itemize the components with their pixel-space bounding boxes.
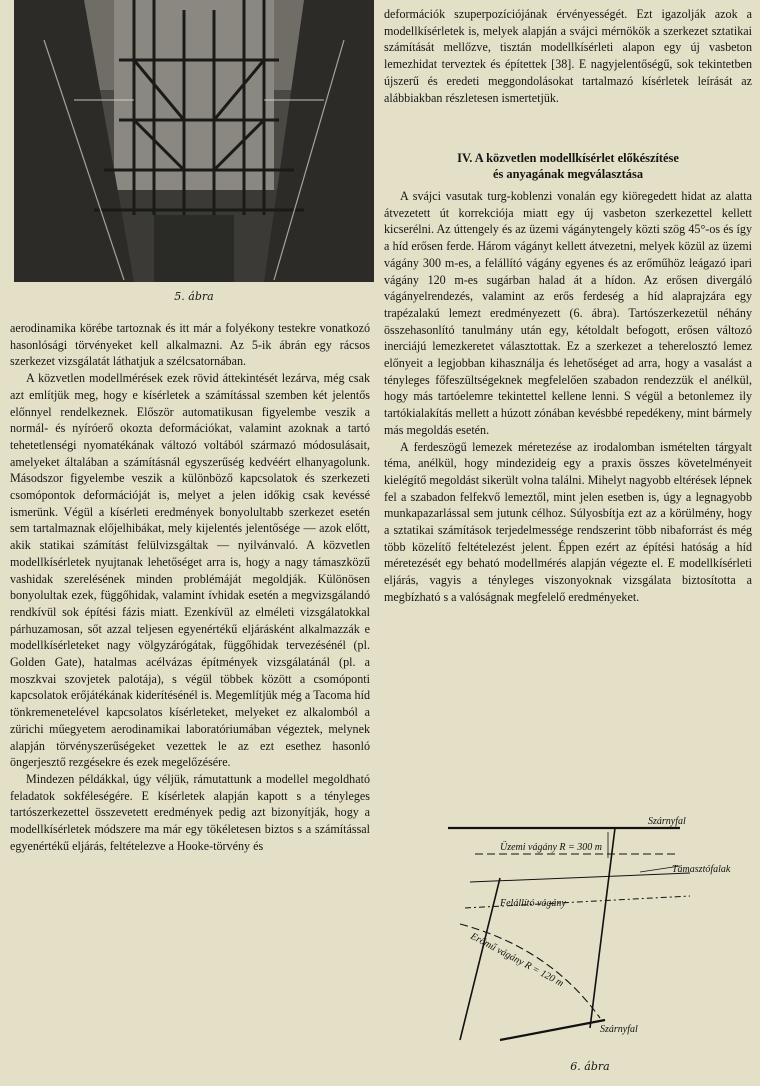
right-support-wall <box>590 828 615 1028</box>
label-erecting-track: Felállító vágány <box>500 898 566 909</box>
label-wing-wall-bottom: Szárnyfal <box>600 1024 638 1035</box>
upper-track-line <box>470 873 690 882</box>
right-column-top-text <box>384 6 752 106</box>
wind-tunnel-truss-image <box>14 0 374 282</box>
right-paragraph-1: A svájci vasutak turg-koblenzi vonalán egy kiöregedett hidat az alatta átvezetett út korrekciója miatt egy új vasbeton szerkezettel kellett kicserélni. Az úttengely és az üzemi vágánytengely közti szög 45°-os és így a híd erősen ferde. Három vágányt kellett átvezetni, melyek közül az üzemi vágány 300 m-es, a felállító vágány egyenes és az erőműhöz leágazó ipari vágány 120 m-es sugárban halad át a hídon. Az erősen divergáló vágányelrendezés, valamint az erős ferdeség a híd alaprajzára egy trapézalakú lemezt eredményezett (6. ábra). Tartószerkezetül néhány összehasonlító tanulmány után egy, kétoldalt befogott, erősen változó inerciájú lemezkeretet választottak. Ez a szerkezet a teherelosztó lemez előnyeit a legjobban kihasználja és lehetőséget ad arra, hogy a vasalást a tényleges főfeszültségeknek megfelelően szabadon rendezzük el anélkül, hogy más tartóelemre tekintettel kellene lenni. S végül a betonlemez ily tartókialakítás mellett a húzott zónában kevésbbé repedékeny, mint bármely más megoldás esetén. <box>384 189 752 437</box>
figure-6-caption: 6. ábra <box>570 1060 610 1073</box>
label-wing-wall-top: Szárnyfal <box>648 816 686 827</box>
left-paragraph-2: A közvetlen modellmérések ezek rövid áttekintését lezárva, még csak azt említjük meg, hogy e kísérletek a számítással szemben két jelentős előnnyel rendelkeznek. Először automatikusan figyelembe veszik a normál- és nyíróerő okozta deformációkat, valamint azoknak a tartó tehetetlenségi nyomatékának változó voltából származó módosulásait, amelyeket általában a számításnál egyszerűség kedvéért elhanyagolunk. Másodszor figyelembe veszik a különböző kapcsolatok és szerkezeti csomópontok deformációját is, melyet a jelen időkig csak kevéssé ismerünk. Végül a kísérleti eredmények bonyolultabb szerkezet esetén sem tartalmaznak előjelhibákat, mely kijelentés jelentősége — azok előtt, akik statikai számítást felülvizsgáltak — nyilvánvaló. A közvetlen modellkísérletek nyujtanak lehetőséget arra is, hogy a nagy támaszközű vashidak szerelésének minden problémáját megoldják. Különösen bonyolultak ezek, függőhidak, valamint ívhidak esetén a megvizsgálandó rendkívül sok építési fázis miatt. Ezenkívül az elméleti vizsgálatokkal párhuzamosan, sőt azzal teljesen egyenértékű eljárásként alkalmazzák e modellkísérleteket nagy völgyzárógátak, függőhidak tervezésénél (pl. Golden Gate), hatalmas acélvázas építmények vizsgálatánál (pl. a moszkvai szovjetek palotája), s végül többek között a csomóponti kapcsolatok erőjátékának kiderítésénél is. Megemlítjük még a Tacoma híd tönkremenetelével kapcsolatos kísérleteket, melyeket ez alkalomból a zürichi műegyetem aerodinamikai laboratóriumában végeztek, melynek alapján törvényszerűségeket vezettek le az ezt esethez hasonló öngerjesztő rezgésekre és ezek megelőzésére. <box>10 371 370 770</box>
figure-6-diagram <box>440 808 750 1058</box>
left-support-wall <box>460 878 500 1040</box>
label-operating-track: Üzemi vágány R = 300 m <box>500 842 603 853</box>
figure-5-photo <box>14 0 374 282</box>
right-top-paragraph: deformációk szuperpozíciójának érvényességét. Ezt igazolják azok a modellkísérletek is, melyek alapján a svájci mérnökök a szerkezet sztatikai számítását mellőzve, tisztán modellkísérleti alapon egy új vasbeton lemezhidat terveztek és építettek [38]. E nagyjelentőségű, sok tekintetben újszerű és eredeti meggondolásokat tartalmazó kísérletek leírását az alábbiakban részletesen ismertetjük. <box>384 7 752 105</box>
left-paragraph-1: aerodinamika körébe tartoznak és itt már a folyékony testekre vonatkozó hasonlósági törvényeket kell alkalmazni. Az 5-ik ábrán egy rácsos szerkezet vizsgálatát láthatjuk a szélcsatornában. <box>10 321 370 369</box>
left-paragraph-3: Mindezen példákkal, úgy véljük, rámutattunk a modellel megoldható feladatok sokféleségére. E kísérletek alapján kapott s a tényleges tartószerkezettel összevetett eredmények pedig azt bizonyítják, hogy a modellkísérletek módszere ma már egy tökéletesen biztos s a számítással egyenértékű eljárás, feltételezve a Hooke-törvény és <box>10 771 370 853</box>
section-heading-line-1: IV. A közvetlen modellkísérlet előkészítése <box>457 151 679 165</box>
right-paragraph-2: A ferdeszögű lemezek méretezése az irodalomban ismételten tárgyalt téma, anélkül, hogy mindezideig egy a praxis összes követelményeit kielégítő megoldást sikerült volna találni. Mihelyt nagyobb eltérések lépnek fel a szabadon felfekvő lemeztől, mint jelen esetben is, úgy a legnagyobb munkapazarlással sem jutunk célhoz. Súlyosbítja ezt az a körülmény, hogy a sztatikai számítások terjedelmessége rendszerint több nibaforrást és még több közelítő feltételezést jelent. Éppen ezért az építési hatóság a híd méretezését egy beható modellmérés alapján végezte el. E modellkísérleti eljárás, vagyis a tényleges viszonyoknak vizsgálata biztosította a megbízható s a valóságnak megfelelő eredményeket. <box>384 439 752 604</box>
label-power-plant-track: Erőmű vágány R = 120 m <box>468 930 566 990</box>
section-heading-line-2: és anyagának megválasztása <box>492 167 644 181</box>
right-column-text <box>384 188 752 606</box>
erecting-track-line <box>465 896 690 908</box>
section-heading <box>384 150 752 182</box>
left-column-text <box>10 320 370 855</box>
label-support-walls: Támasztófalak <box>672 864 731 875</box>
figure-5-caption: 5. ábra <box>174 290 214 303</box>
bottom-wing-wall <box>500 1020 605 1040</box>
